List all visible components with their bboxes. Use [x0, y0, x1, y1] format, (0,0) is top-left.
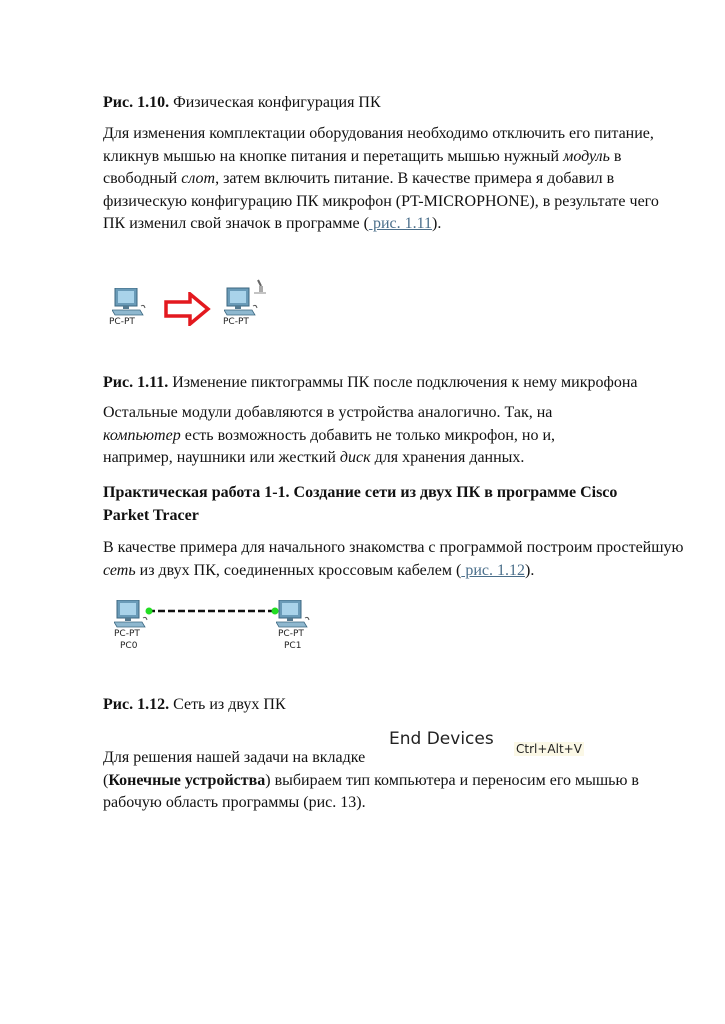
pc-label: PC-PT — [223, 317, 249, 327]
pc1-type-label: PC-PT — [278, 629, 304, 639]
pc1-name-label: PC1 — [284, 641, 302, 651]
pc0-type-label: PC-PT — [114, 629, 140, 639]
crossover-cable — [144, 606, 284, 616]
shortcut-label: Ctrl+Alt+V — [516, 742, 582, 756]
figure-caption-1-12: Рис. 1.12. Сеть из двух ПК — [103, 696, 286, 713]
arrow-right-icon — [164, 292, 212, 326]
pc-icon — [276, 600, 310, 628]
figure-1-11-image — [100, 272, 280, 332]
pc-icon — [114, 600, 148, 628]
paragraph-4: Для решения нашей задачи на вкладке (Конечные устройства) выбираем тип компьютера и переносим его мышью в рабочую область программы (рис. 13). — [103, 749, 639, 812]
paragraph-2: Остальные модули добавляются в устройства аналогично. Так, на компьютер есть возможность добавить не только микрофон, но и, например, наушники или жесткий диск для хранения данных. — [103, 404, 556, 467]
pc-label: PC-PT — [109, 317, 135, 327]
link-fig-1-12[interactable]: рис. 1.12 — [461, 561, 525, 579]
pc-microphone-icon — [224, 278, 270, 318]
section-heading: Практическая работа 1-1. Создание сети из двух ПК в программе Cisco Parket Tracer — [103, 484, 618, 524]
end-devices-tab-label: End Devices — [389, 729, 494, 749]
paragraph-1: Для изменения комплектации оборудования необходимо отключить его питание, кликнув мышью на кнопке питания и перетащить мышью нужный модуль в свободный слот, затем включить питание. В качестве примера я добавил в физическую конфигурацию ПК микрофон (PT-MICROPHONE), в результате чего ПК изменил свой значок в программе ( рис. 1.11). — [103, 125, 659, 233]
paragraph-3: В качестве примера для начального знакомства с программой построим простейшую сеть из двух ПК, соединенных кроссовым кабелем ( рис. 1.12). — [103, 539, 684, 579]
pc-icon — [112, 288, 146, 316]
figure-caption-1-10: Рис. 1.10. Физическая конфигурация ПК — [103, 94, 381, 111]
pc0-name-label: PC0 — [120, 641, 138, 651]
figure-caption-1-11: Рис. 1.11. Изменение пиктограммы ПК после подключения к нему микрофона — [103, 374, 638, 391]
link-fig-1-11[interactable]: рис. 1.11 — [368, 215, 433, 233]
figure-1-12-image — [100, 596, 320, 656]
